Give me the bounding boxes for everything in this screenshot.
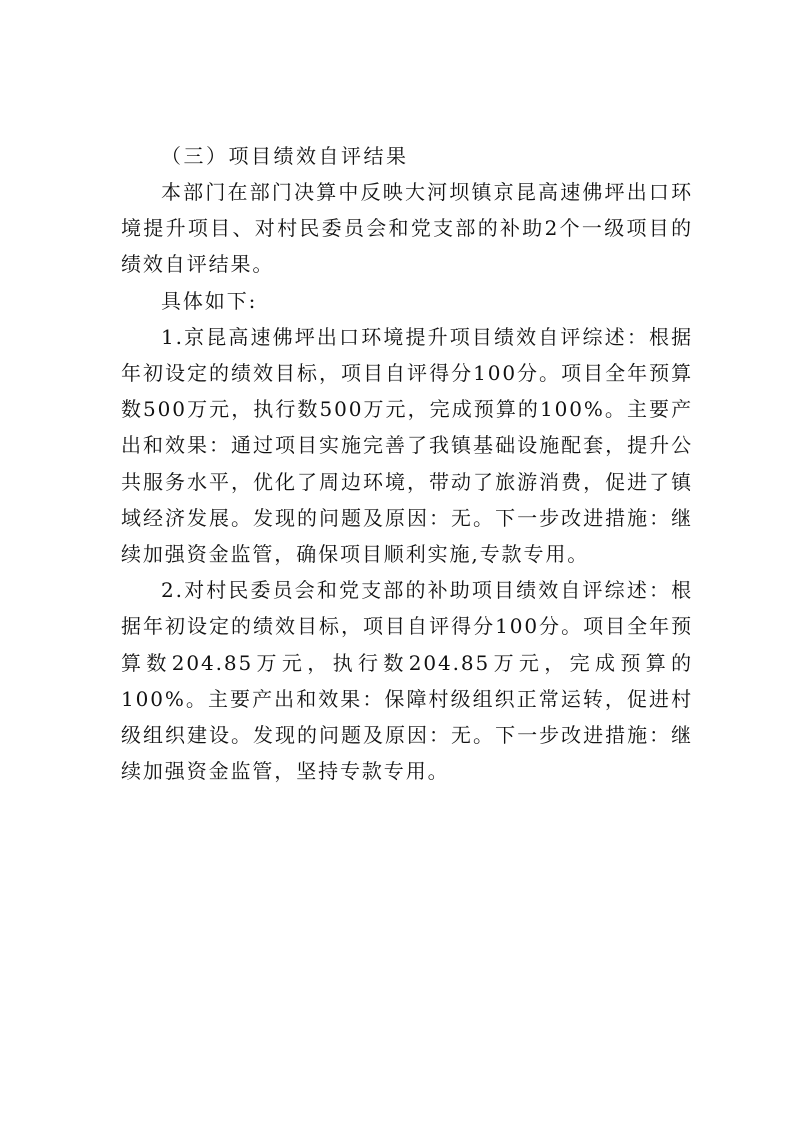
section-heading: （三）项目绩效自评结果 [161,144,409,168]
document-body [121,138,693,789]
intro-paragraph: 本部门在部门决算中反映大河坝镇京昆高速佛坪出口环境提升项目、对村民委员会和党支部的补助2个一级项目的绩效自评结果。 [121,180,693,277]
project-1-paragraph: 1.京昆高速佛坪出口环境提升项目绩效自评综述：根据年初设定的绩效目标，项目自评得分100分。项目全年预算数500万元，执行数500万元，完成预算的100%。主要产出和效果：通过项目实施完善了我镇基础设施配套，提升公共服务水平，优化了周边环境，带动了旅游消费，促进了镇域经济发展。发现的问题及原因：无。下一步改进措施：继续加强资金监管，确保项目顺利实施,专款专用。 [121,324,693,567]
project-2-paragraph: 2.对村民委员会和党支部的补助项目绩效自评综述：根据年初设定的绩效目标，项目自评得分100分。项目全年预算数204.85万元，执行数204.85万元，完成预算的100%。主要产出和效果：保障村级组织正常运转，促进村级组织建设。发现的问题及原因：无。下一步改进措施：继续加强资金监管，坚持专款专用。 [121,578,693,784]
details-lead-paragraph: 具体如下: [161,288,258,313]
